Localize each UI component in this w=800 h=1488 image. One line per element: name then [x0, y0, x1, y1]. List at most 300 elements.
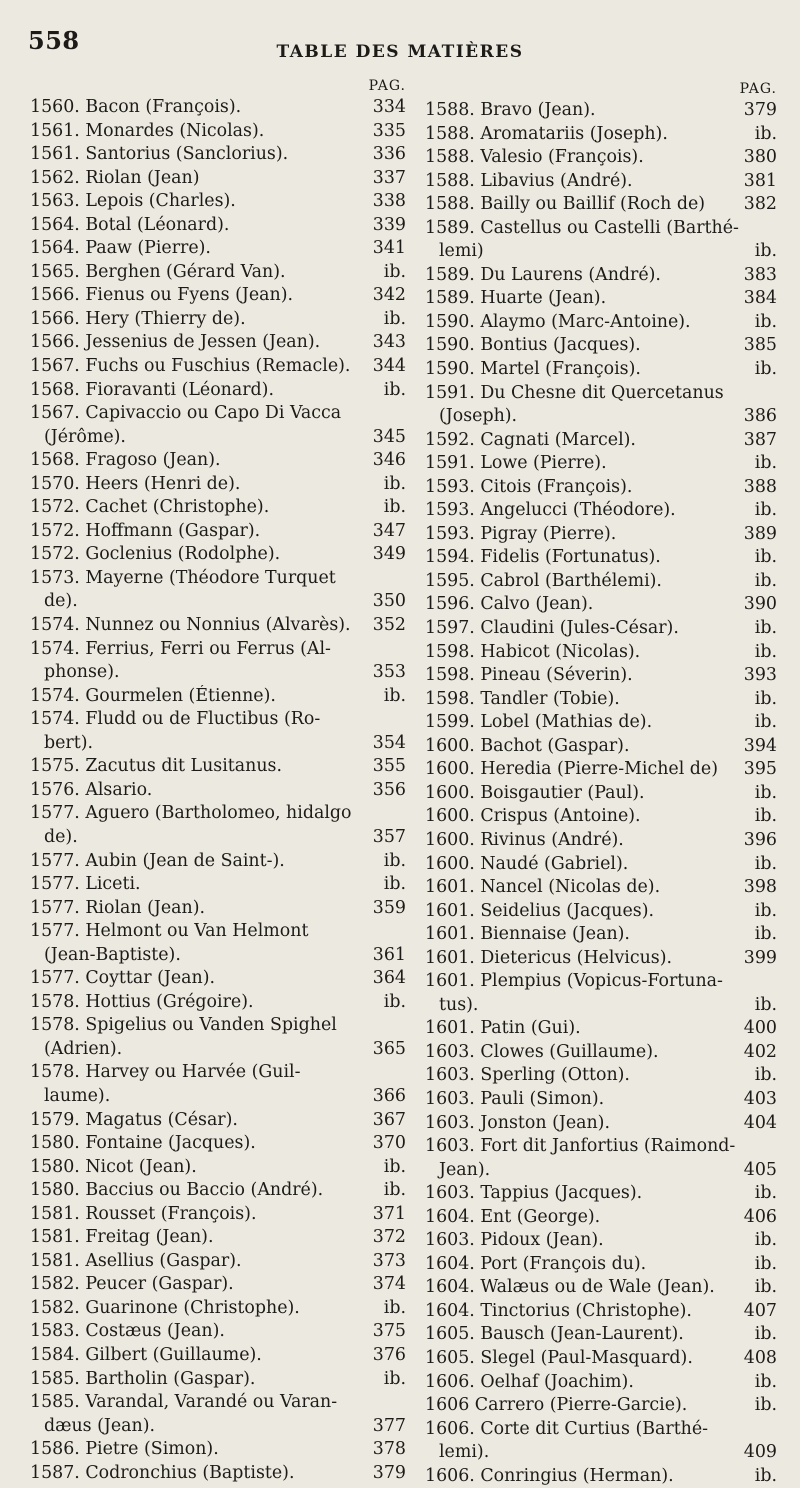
entry-page-number: 409 — [743, 1442, 777, 1463]
entry-title-continuation: dæus (Jean). — [44, 1415, 156, 1436]
entry-title: 1600. Heredia (Pierre-Michel de) — [425, 759, 718, 780]
index-entry — [425, 593, 777, 617]
entry-title: 1578. Hottius (Grégoire). — [30, 991, 254, 1012]
entry-title: 1601. Seidelius (Jacques). — [425, 900, 655, 921]
index-entry — [425, 829, 777, 853]
entry-page-number: 356 — [372, 779, 406, 800]
entry-page-number: ib. — [754, 547, 777, 568]
index-entry — [30, 850, 406, 874]
entry-title-continuation: bert). — [44, 732, 94, 753]
entry-line — [425, 1229, 777, 1253]
entry-page-number: ib. — [383, 379, 406, 400]
entry-title: 1566. Fienus ou Fyens (Jean). — [30, 285, 294, 306]
entry-line — [30, 520, 406, 544]
entry-line — [30, 543, 406, 567]
entry-title: 1603. Fort dit Janfortius (Raimond- — [425, 1136, 736, 1157]
entry-page-number: 370 — [372, 1133, 406, 1154]
entry-line — [30, 355, 406, 379]
entry-page-number: 373 — [372, 1250, 406, 1271]
entry-line — [30, 1368, 406, 1392]
index-entry — [425, 1206, 777, 1230]
entry-page-number: ib. — [383, 1368, 406, 1389]
entry-title: 1577. Helmont ou Van Helmont — [30, 921, 309, 942]
entry-page-number: 407 — [743, 1300, 777, 1321]
entry-title: 1577. Aguero (Bartholomeo, hidalgo — [30, 803, 352, 824]
index-entry — [30, 96, 406, 120]
index-entry — [30, 1061, 406, 1108]
entry-line — [30, 567, 406, 591]
entry-title: 1590. Bontius (Jacques). — [425, 335, 641, 356]
entry-line — [30, 802, 406, 826]
entry-line — [30, 331, 406, 355]
entry-line — [425, 923, 777, 947]
entry-title: 1603. Sperling (Otton). — [425, 1065, 630, 1086]
entry-title: 1586. Pietre (Simon). — [30, 1439, 219, 1460]
entry-line — [425, 900, 777, 924]
entry-line — [30, 1156, 406, 1180]
entry-page-number: 365 — [372, 1038, 406, 1059]
entry-page-number: 382 — [743, 194, 777, 215]
entry-title: 1560. Bacon (François). — [30, 97, 242, 117]
entry-line — [425, 311, 777, 335]
entry-page-number: 385 — [743, 335, 777, 356]
entry-line — [425, 382, 777, 406]
index-entry — [30, 355, 406, 379]
index-entry — [30, 1320, 406, 1344]
entry-line — [425, 1041, 777, 1065]
index-entry — [30, 1391, 406, 1438]
index-entry — [30, 685, 406, 709]
entry-page-number: ib. — [754, 900, 777, 921]
entry-page-number: 352 — [372, 615, 406, 636]
index-entry — [30, 1438, 406, 1462]
entry-line — [425, 452, 777, 476]
entry-line — [30, 167, 406, 191]
index-entry — [425, 1112, 777, 1136]
entry-title: 1589. Du Laurens (André). — [425, 264, 661, 285]
index-entry — [425, 452, 777, 476]
entry-page-number: 364 — [372, 968, 406, 989]
entry-title: 1606. Oelhaf (Joachim). — [425, 1371, 634, 1392]
index-entry — [425, 923, 777, 947]
entry-page-number: 344 — [372, 356, 406, 377]
entry-title: 1600. Rivinus (André). — [425, 829, 624, 850]
entry-page-number: ib. — [383, 1180, 406, 1201]
index-entry — [30, 331, 406, 355]
entry-line — [425, 994, 777, 1018]
entry-page-number: ib. — [754, 1465, 777, 1486]
entry-title-continuation: (Jérôme). — [44, 426, 126, 447]
entry-title: 1591. Du Chesne dit Quercetanus — [425, 382, 724, 403]
entry-title: 1589. Castellus ou Castelli (Barthé- — [425, 217, 739, 238]
index-entry — [425, 1300, 777, 1324]
entry-line — [425, 1017, 777, 1041]
entry-line — [30, 1109, 406, 1133]
entry-title: 1572. Cachet (Christophe). — [30, 497, 270, 518]
entry-page-number: 353 — [372, 662, 406, 683]
entry-page-number: 335 — [372, 120, 406, 141]
entry-page-number: 339 — [372, 214, 406, 235]
entry-line — [30, 590, 406, 614]
index-entry — [425, 711, 777, 735]
entry-page-number: 381 — [743, 170, 777, 191]
entry-title: 1566. Hery (Thierry de). — [30, 308, 246, 329]
entry-page-number: 390 — [743, 594, 777, 615]
index-entry — [30, 543, 406, 567]
entry-page-number: 405 — [743, 1159, 777, 1180]
entry-title-continuation: (Joseph). — [439, 406, 518, 427]
index-entry — [425, 688, 777, 712]
entry-line — [30, 1391, 406, 1415]
entry-line — [30, 1038, 406, 1062]
entry-title: 1589. Huarte (Jean). — [425, 288, 607, 309]
index-entry — [425, 429, 777, 453]
entry-page-number: ib. — [754, 311, 777, 332]
entry-title-continuation: lemi) — [439, 241, 484, 262]
entry-page-number: ib. — [754, 782, 777, 803]
entry-line — [425, 476, 777, 500]
entry-title: 1588. Libavius (André). — [425, 170, 633, 191]
entry-line — [425, 358, 777, 382]
entry-line — [30, 755, 406, 779]
entry-page-number: ib. — [383, 497, 406, 518]
index-entry — [30, 567, 406, 614]
entry-title: 1576. Alsario. — [30, 779, 153, 800]
entry-line — [425, 758, 777, 782]
entry-title: 1603. Pauli (Simon). — [425, 1088, 605, 1109]
index-entry — [30, 897, 406, 921]
entry-page-number: 402 — [743, 1041, 777, 1062]
entry-page-number: 395 — [743, 759, 777, 780]
index-entry — [425, 1088, 777, 1112]
entry-line — [425, 1323, 777, 1347]
index-entry — [30, 614, 406, 638]
entry-page-number: 375 — [372, 1321, 406, 1342]
entry-page-number: 374 — [372, 1274, 406, 1295]
entry-title: 1561. Monardes (Nicolas). — [30, 120, 265, 141]
entry-title: 1593. Pigray (Pierre). — [425, 523, 617, 544]
entry-page-number: 372 — [372, 1227, 406, 1248]
entry-line — [425, 1465, 777, 1488]
entry-line — [425, 146, 777, 170]
entry-line — [30, 1297, 406, 1321]
index-entry — [425, 1371, 777, 1395]
entry-line — [425, 523, 777, 547]
entry-line — [30, 1438, 406, 1462]
entry-title: 1577. Riolan (Jean). — [30, 897, 206, 918]
index-entry — [425, 1017, 777, 1041]
entry-title: 1572. Hoffmann (Gaspar). — [30, 520, 261, 541]
index-entry — [425, 1347, 777, 1371]
index-column-right — [425, 76, 777, 1488]
entry-title: 1600. Boisgautier (Paul). — [425, 782, 645, 803]
entry-line — [30, 1462, 406, 1486]
index-entry — [30, 496, 406, 520]
entry-page-number: ib. — [754, 688, 777, 709]
entry-title: 1606. Conringius (Herman). — [425, 1465, 674, 1486]
entry-title: 1564. Paaw (Pierre). — [30, 238, 211, 259]
entry-title: 1581. Freitag (Jean). — [30, 1227, 214, 1248]
index-entry — [30, 638, 406, 685]
index-entry — [30, 520, 406, 544]
entry-line — [425, 99, 777, 123]
index-entry — [425, 99, 777, 123]
entry-line — [425, 570, 777, 594]
entry-line — [30, 426, 406, 450]
entry-page-number: ib. — [754, 806, 777, 827]
index-entry — [30, 379, 406, 403]
entry-line — [425, 805, 777, 829]
index-entry — [30, 120, 406, 144]
entry-title: 1562. Riolan (Jean) — [30, 167, 200, 188]
entry-title: 1605. Bausch (Jean-Laurent). — [425, 1324, 684, 1345]
entry-title: 1588. Bravo (Jean). — [425, 100, 596, 120]
entry-title: 1594. Fidelis (Fortunatus). — [425, 547, 661, 568]
index-entry — [425, 970, 777, 1017]
entry-page-number: 379 — [372, 1462, 406, 1483]
entry-line — [30, 143, 406, 167]
entry-title: 1574. Gourmelen (Étienne). — [30, 685, 276, 706]
entry-page-number: 406 — [743, 1206, 777, 1227]
entry-title: 1577. Aubin (Jean de Saint-). — [30, 850, 285, 871]
entry-line — [425, 711, 777, 735]
entry-page-number: ib. — [754, 453, 777, 474]
index-entry — [425, 358, 777, 382]
index-entry — [30, 1014, 406, 1061]
index-entry — [425, 264, 777, 288]
index-entry — [30, 1273, 406, 1297]
index-entry — [425, 1182, 777, 1206]
entry-line — [30, 1320, 406, 1344]
entry-line — [30, 1250, 406, 1274]
index-entry — [30, 1203, 406, 1227]
index-entry — [425, 782, 777, 806]
index-entry — [425, 1229, 777, 1253]
entry-line — [30, 379, 406, 403]
entry-line — [30, 685, 406, 709]
entry-title-continuation: tus). — [439, 994, 479, 1015]
entry-title: 1579. Magatus (César). — [30, 1109, 238, 1130]
entry-page-number: ib. — [383, 308, 406, 329]
index-entry — [30, 920, 406, 967]
entry-title-continuation: lemi). — [439, 1442, 490, 1463]
entry-title: 1574. Nunnez ou Nonnius (Alvarès). — [30, 615, 351, 636]
entry-line — [425, 264, 777, 288]
entry-page-number: 336 — [372, 144, 406, 165]
entry-page-number: 389 — [743, 523, 777, 544]
entry-page-number: 338 — [372, 191, 406, 212]
entry-title: 1570. Heers (Henri de). — [30, 473, 241, 494]
entry-page-number: 393 — [743, 665, 777, 686]
entry-page-number: 342 — [372, 285, 406, 306]
index-entry — [30, 1344, 406, 1368]
entry-page-number: ib. — [754, 1324, 777, 1345]
entry-line — [30, 732, 406, 756]
entry-title: 1603. Clowes (Guillaume). — [425, 1041, 659, 1062]
index-entry — [30, 1109, 406, 1133]
entry-page-number: 376 — [372, 1344, 406, 1365]
entry-title: 1572. Goclenius (Rodolphe). — [30, 544, 281, 565]
entry-line — [30, 449, 406, 473]
entry-line — [425, 193, 777, 217]
entry-page-number: 367 — [372, 1109, 406, 1130]
index-entry — [30, 991, 406, 1015]
entry-line — [425, 1206, 777, 1230]
entry-line — [425, 1182, 777, 1206]
entry-line — [30, 237, 406, 261]
index-entry — [425, 735, 777, 759]
entry-line — [30, 873, 406, 897]
entry-title: 1595. Cabrol (Barthélemi). — [425, 570, 662, 591]
entry-title: 1561. Santorius (Sanclorius). — [30, 144, 289, 165]
entry-page-number: 400 — [743, 1018, 777, 1039]
running-title: TABLE DES MATIÈRES — [276, 42, 524, 62]
index-entry — [425, 546, 777, 570]
entry-line — [30, 614, 406, 638]
entry-page-number: ib. — [754, 1371, 777, 1392]
entry-line — [30, 261, 406, 285]
entry-line — [425, 1394, 777, 1418]
entry-title: 1601. Plempius (Vopicus-Fortuna- — [425, 971, 723, 992]
entry-page-number: 398 — [743, 877, 777, 898]
entry-page-number: ib. — [754, 241, 777, 262]
entry-page-number: 377 — [372, 1415, 406, 1436]
entry-line — [425, 876, 777, 900]
entry-line — [425, 405, 777, 429]
entry-title: 1603. Pidoux (Jean). — [425, 1230, 604, 1251]
entry-line — [425, 1088, 777, 1112]
entry-title: 1604. Tinctorius (Christophe). — [425, 1300, 692, 1321]
entry-page-number: 349 — [372, 544, 406, 565]
index-entry — [425, 146, 777, 170]
index-entry — [30, 167, 406, 191]
entry-line — [30, 920, 406, 944]
index-entry — [425, 217, 777, 264]
entry-title: 1597. Claudini (Jules-César). — [425, 618, 679, 639]
index-entry — [425, 900, 777, 924]
entry-title: 1601. Dietericus (Helvicus). — [425, 947, 673, 968]
entry-line — [425, 853, 777, 877]
entry-page-number: ib. — [383, 1156, 406, 1177]
entry-title: 1563. Lepois (Charles). — [30, 191, 236, 212]
index-entry — [30, 1462, 406, 1486]
entry-page-number: 354 — [372, 732, 406, 753]
entry-title: 1590. Martel (François). — [425, 359, 641, 380]
entry-line — [425, 1112, 777, 1136]
index-entry — [30, 1250, 406, 1274]
entry-line — [425, 1347, 777, 1371]
entry-line — [425, 617, 777, 641]
entry-page-number: ib. — [383, 1297, 406, 1318]
entry-page-number: 394 — [743, 735, 777, 756]
entry-line — [30, 1014, 406, 1038]
index-entry — [425, 1041, 777, 1065]
entry-title: 1598. Tandler (Tobie). — [425, 688, 620, 709]
entry-title: 1603. Jonston (Jean). — [425, 1112, 610, 1133]
entry-page-number: 350 — [372, 591, 406, 612]
entry-title: 1605. Slegel (Paul-Masquard). — [425, 1347, 693, 1368]
entry-page-number: 371 — [372, 1203, 406, 1224]
index-entry — [425, 499, 777, 523]
entry-line — [425, 947, 777, 971]
entry-page-number: 346 — [372, 450, 406, 471]
entry-page-number: ib. — [754, 123, 777, 144]
entry-title: 1577. Coyttar (Jean). — [30, 968, 216, 989]
entry-line — [425, 499, 777, 523]
index-entry — [30, 1132, 406, 1156]
index-entry — [425, 523, 777, 547]
entry-page-number: ib. — [754, 618, 777, 639]
entry-page-number: ib. — [383, 261, 406, 282]
index-entry — [30, 190, 406, 214]
entry-title: 1567. Capivaccio ou Capo Di Vacca — [30, 403, 342, 424]
entry-page-number: 341 — [372, 238, 406, 259]
index-entry — [425, 641, 777, 665]
entry-title: 1601. Nancel (Nicolas de). — [425, 877, 661, 898]
entry-title: 1564. Botal (Léonard). — [30, 214, 230, 235]
entry-title-continuation: phonse). — [44, 662, 120, 683]
index-entry — [425, 476, 777, 500]
entry-page-number: 396 — [743, 829, 777, 850]
index-entry — [425, 853, 777, 877]
entry-line — [30, 1344, 406, 1368]
entry-line — [425, 1253, 777, 1277]
index-entry — [30, 308, 406, 332]
index-entry — [425, 1323, 777, 1347]
entry-page-number: 387 — [743, 429, 777, 450]
entry-page-number: 403 — [743, 1088, 777, 1109]
index-entry — [30, 873, 406, 897]
entry-page-number: 383 — [743, 264, 777, 285]
entry-line — [30, 496, 406, 520]
page-number: 558 — [28, 26, 80, 55]
entry-title: 1604. Walæus ou de Wale (Jean). — [425, 1277, 715, 1298]
entry-page-number: ib. — [754, 641, 777, 662]
index-entry — [425, 193, 777, 217]
entry-page-number: 408 — [743, 1347, 777, 1368]
index-entry — [425, 805, 777, 829]
entry-line — [30, 1203, 406, 1227]
entry-page-number: ib. — [754, 500, 777, 521]
entry-title: 1593. Angelucci (Théodore). — [425, 500, 676, 521]
page-column-label: PAG. — [739, 81, 777, 97]
index-entry — [30, 237, 406, 261]
entry-line — [425, 1276, 777, 1300]
entry-title: 1591. Lowe (Pierre). — [425, 453, 607, 474]
entry-line — [30, 944, 406, 968]
entry-title: 1567. Fuchs ou Fuschius (Remacle). — [30, 356, 351, 377]
entry-page-number: ib. — [754, 712, 777, 733]
entry-line — [30, 826, 406, 850]
entry-line — [30, 402, 406, 426]
entry-page-number: 337 — [372, 167, 406, 188]
entry-line — [30, 708, 406, 732]
index-entry — [30, 1179, 406, 1203]
entry-page-number: ib. — [754, 1395, 777, 1416]
index-entry — [30, 473, 406, 497]
entry-line — [425, 429, 777, 453]
entry-title-continuation: de). — [44, 591, 78, 612]
entry-line — [30, 991, 406, 1015]
index-column-left — [30, 76, 406, 1485]
entry-line — [30, 850, 406, 874]
index-entry — [30, 708, 406, 755]
index-entry — [425, 1394, 777, 1418]
index-entry — [425, 1135, 777, 1182]
entry-title: 1582. Guarinone (Christophe). — [30, 1297, 300, 1318]
entry-line — [425, 735, 777, 759]
entry-line — [30, 96, 406, 120]
